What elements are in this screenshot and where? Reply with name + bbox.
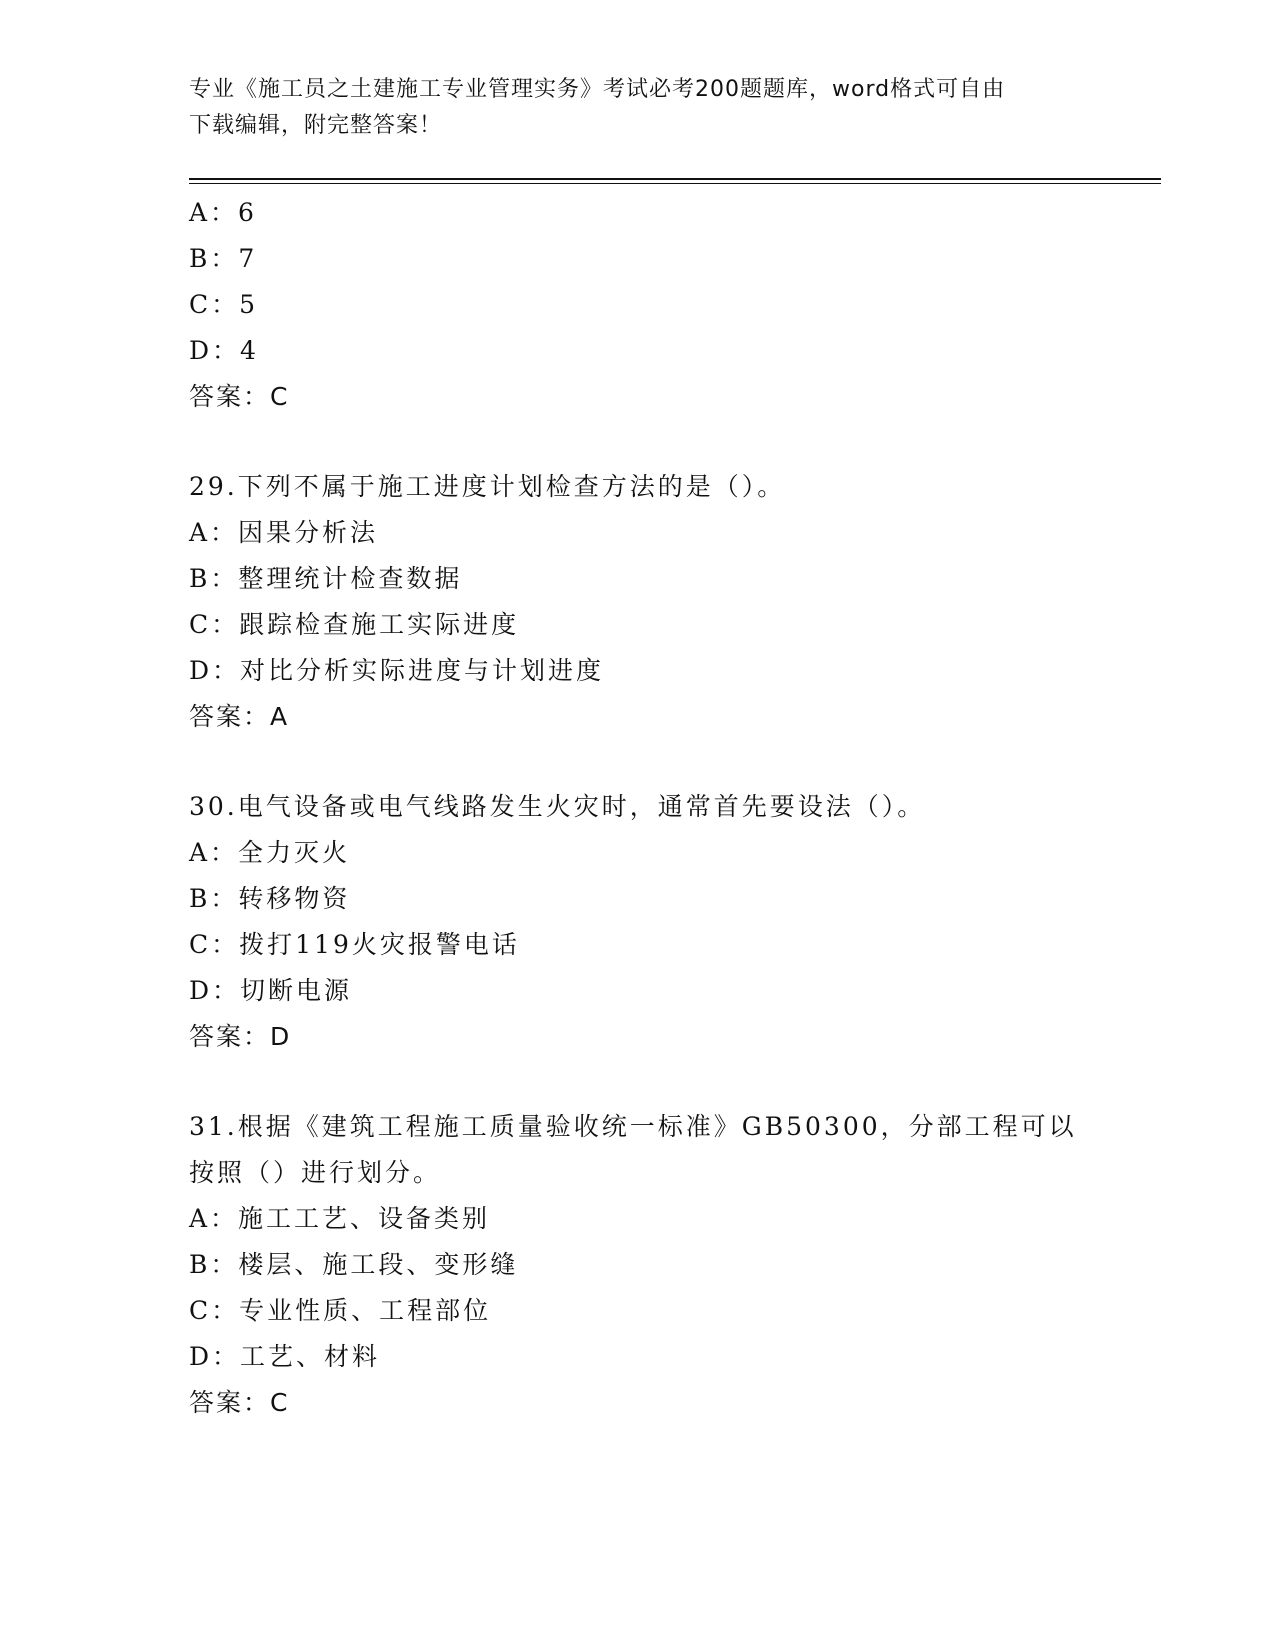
spacer [189, 740, 1089, 784]
spacer [189, 1060, 1089, 1104]
option-b: B：转移物资 [189, 884, 351, 913]
option-a: A：全力灭火 [189, 838, 351, 867]
header-line-2: 下载编辑，附完整答案！ [189, 113, 443, 138]
option-c: C：拨打119火灾报警电话 [189, 930, 520, 959]
question-29 [189, 464, 1089, 740]
option-b: B：7 [189, 244, 258, 273]
question-31 [189, 1104, 1089, 1426]
option-a: A：6 [189, 198, 257, 227]
header-line-1: 专业《施工员之土建施工专业管理实务》考试必考200题题库，word格式可自由 [189, 77, 1006, 102]
header-rule-thin [189, 183, 1161, 184]
spacer [189, 420, 1089, 464]
answer: 答案：A [189, 702, 290, 731]
document-header [189, 72, 1089, 144]
question-text-line-2: 按照（）进行划分。 [189, 1158, 442, 1187]
option-b: B：楼层、施工段、变形缝 [189, 1250, 519, 1279]
answer: 答案：C [189, 382, 290, 411]
option-d: D：切断电源 [189, 976, 353, 1005]
question-text-line-1: 31.根据《建筑工程施工质量验收统一标准》GB50300，分部工程可以 [189, 1112, 1077, 1141]
option-a: A：施工工艺、设备类别 [189, 1204, 491, 1233]
question-30 [189, 784, 1089, 1060]
option-c: C：专业性质、工程部位 [189, 1296, 492, 1325]
question-list [189, 190, 1089, 1426]
option-a: A：因果分析法 [189, 518, 379, 547]
answer: 答案：C [189, 1388, 290, 1417]
question-28 [189, 190, 1089, 420]
question-text: 30.电气设备或电气线路发生火灾时，通常首先要设法（）。 [189, 792, 926, 821]
option-d: D：对比分析实际进度与计划进度 [189, 656, 605, 685]
option-b: B：整理统计检查数据 [189, 564, 463, 593]
option-d: D：工艺、材料 [189, 1342, 381, 1371]
option-d: D：4 [189, 336, 259, 365]
header-rule-thick [189, 178, 1161, 180]
question-text: 29.下列不属于施工进度计划检查方法的是（）。 [189, 472, 786, 501]
option-c: C：5 [189, 290, 259, 319]
option-c: C：跟踪检查施工实际进度 [189, 610, 520, 639]
answer: 答案：D [189, 1022, 292, 1051]
